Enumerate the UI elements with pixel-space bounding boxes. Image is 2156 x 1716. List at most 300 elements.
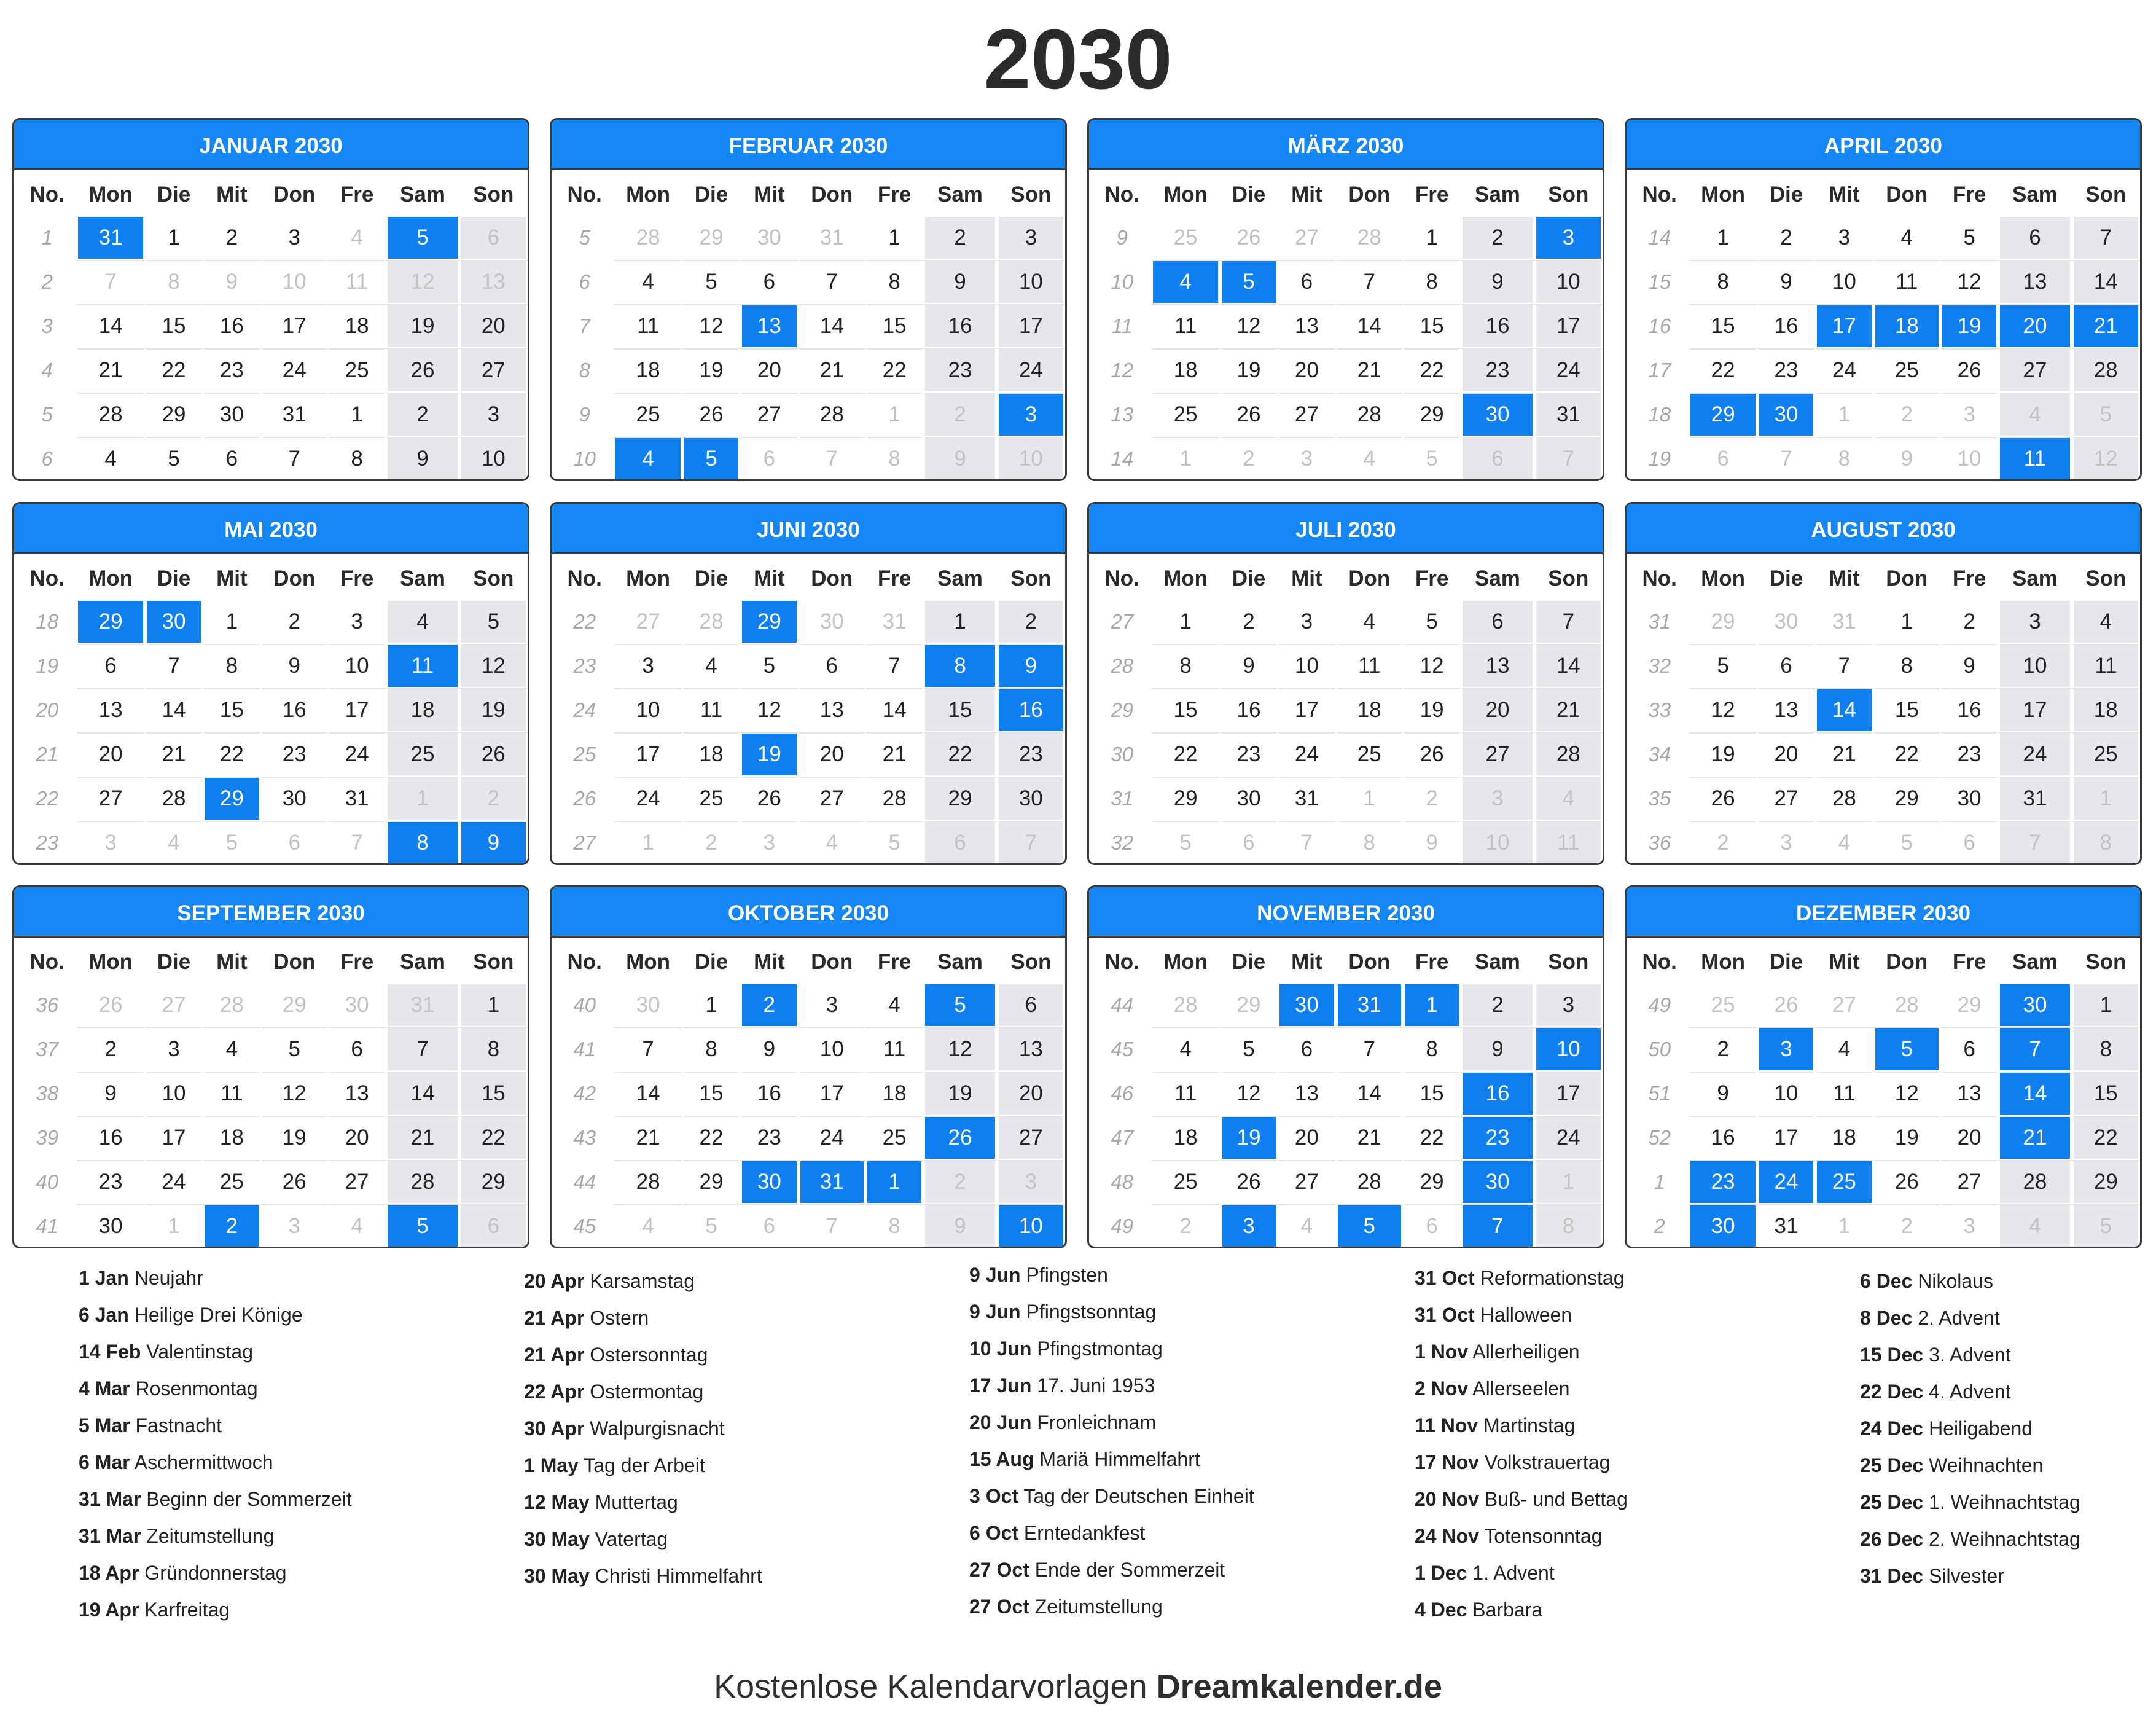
holiday-date: 31 Oct — [1415, 1267, 1475, 1289]
week-number: 23 — [36, 831, 59, 854]
day-cell: 20 — [459, 304, 528, 348]
day-cell: 1 — [865, 216, 923, 260]
day-cell: 16 — [1220, 688, 1278, 732]
month-table — [1093, 174, 1603, 481]
week-number: 31 — [1111, 787, 1134, 810]
day-cell: 9 — [1220, 644, 1278, 688]
holiday-day-cell: 21 — [1998, 1116, 2071, 1160]
day-cell: 3 — [1534, 983, 1603, 1027]
day-cell: 7 — [328, 821, 386, 865]
day-cell: 3 — [459, 393, 528, 437]
day-cell: 6 — [1220, 821, 1278, 865]
holiday-date: 4 Dec — [1415, 1599, 1467, 1621]
day-cell: 23 — [203, 348, 260, 393]
day-cell: 17 — [1534, 304, 1603, 348]
holiday-item — [79, 1333, 352, 1370]
day-cell: 18 — [1815, 1116, 1873, 1160]
weekday-header: Son — [1548, 182, 1589, 206]
day-cell: 7 — [1278, 821, 1335, 865]
holiday-day-cell: 30 — [740, 1160, 798, 1204]
holiday-day-cell: 5 — [1873, 1027, 1940, 1072]
day-cell: 4 — [865, 983, 923, 1027]
day-cell: 28 — [1998, 1160, 2071, 1204]
day-cell: 21 — [76, 348, 144, 393]
day-cell: 30 — [1220, 777, 1278, 821]
weekday-header: Fre — [1415, 182, 1449, 206]
week-number: 1 — [1654, 1170, 1665, 1193]
day-cell: 5 — [1403, 600, 1461, 644]
holiday-date: 6 Jan — [79, 1304, 129, 1326]
holiday-item — [1860, 1336, 2080, 1373]
day-cell: 3 — [1278, 600, 1335, 644]
day-cell: 24 — [261, 348, 328, 393]
day-cell: 19 — [682, 348, 740, 393]
weekday-header: Die — [1232, 566, 1266, 590]
day-cell: 30 — [261, 777, 328, 821]
holiday-day-cell: 5 — [923, 983, 996, 1027]
day-cell: 9 — [261, 644, 328, 688]
week-row — [1630, 983, 2140, 1027]
week-row — [1093, 1027, 1603, 1072]
weekday-header: Mit — [216, 950, 248, 974]
weekday-header: Fre — [340, 566, 374, 590]
week-number: 9 — [1116, 226, 1128, 249]
day-cell: 10 — [614, 688, 682, 732]
weekday-header: Mon — [626, 566, 671, 590]
day-cell: 9 — [1403, 821, 1461, 865]
day-cell: 8 — [1534, 1204, 1603, 1248]
holiday-item — [524, 1336, 762, 1373]
day-cell: 15 — [203, 688, 260, 732]
day-cell: 29 — [1873, 777, 1940, 821]
day-cell: 24 — [1998, 732, 2071, 777]
weekday-header: Son — [473, 566, 514, 590]
week-row — [1093, 688, 1603, 732]
weekday-header: Mit — [216, 182, 248, 206]
weekday-header: Fre — [340, 182, 374, 206]
day-cell: 28 — [614, 216, 682, 260]
holiday-name: Valentinstag — [146, 1341, 254, 1363]
holiday-date: 12 May — [524, 1491, 590, 1513]
weekday-header: Fre — [340, 950, 374, 974]
day-cell: 4 — [1815, 821, 1873, 865]
day-cell: 22 — [1689, 348, 1757, 393]
day-cell: 17 — [261, 304, 328, 348]
day-cell: 16 — [1757, 304, 1815, 348]
day-cell: 29 — [923, 777, 996, 821]
month-table — [1093, 941, 1603, 1248]
day-cell: 24 — [1534, 348, 1603, 393]
day-cell: 24 — [145, 1160, 203, 1204]
week-row — [1093, 260, 1603, 304]
day-cell: 28 — [1336, 216, 1403, 260]
day-cell: 6 — [1403, 1204, 1461, 1248]
week-row — [1093, 216, 1603, 260]
week-number: 1 — [41, 226, 53, 249]
holiday-item — [524, 1557, 762, 1594]
day-cell: 20 — [1278, 348, 1335, 393]
day-cell: 23 — [1220, 732, 1278, 777]
week-number: 51 — [1648, 1082, 1671, 1105]
day-cell: 3 — [1998, 600, 2071, 644]
holiday-name: Totensonntag — [1484, 1525, 1603, 1547]
weekday-header: Son — [1010, 182, 1052, 206]
month-header: SEPTEMBER 2030 — [14, 887, 528, 938]
week-number: 21 — [36, 743, 59, 766]
day-cell: 6 — [76, 644, 144, 688]
holiday-item — [969, 1478, 1254, 1514]
day-cell: 18 — [682, 732, 740, 777]
day-cell: 19 — [1403, 688, 1461, 732]
day-cell: 22 — [865, 348, 923, 393]
holiday-name: Pfingsten — [1026, 1264, 1108, 1286]
day-cell: 14 — [614, 1072, 682, 1116]
day-cell: 17 — [1534, 1072, 1603, 1116]
day-cell: 11 — [328, 260, 386, 304]
week-number: 22 — [573, 610, 596, 633]
day-cell: 13 — [1940, 1072, 1998, 1116]
day-cell: 11 — [682, 688, 740, 732]
day-cell: 28 — [865, 777, 923, 821]
weekday-header: Die — [1769, 950, 1803, 974]
day-cell: 20 — [997, 1072, 1065, 1116]
day-cell: 6 — [740, 437, 798, 481]
day-cell: 1 — [203, 600, 260, 644]
week-row — [18, 983, 528, 1027]
holiday-name: Beginn der Sommerzeit — [146, 1488, 352, 1510]
day-cell: 29 — [1403, 1160, 1461, 1204]
day-cell: 28 — [145, 777, 203, 821]
week-number-header: No. — [29, 182, 64, 206]
week-number-header: No. — [1642, 950, 1677, 974]
day-cell: 7 — [799, 1204, 865, 1248]
weekday-header: Mon — [1163, 566, 1208, 590]
day-cell: 25 — [865, 1116, 923, 1160]
month-card — [550, 885, 1067, 1248]
day-cell: 10 — [328, 644, 386, 688]
day-cell: 3 — [614, 644, 682, 688]
day-cell: 28 — [2072, 348, 2140, 393]
day-cell: 22 — [682, 1116, 740, 1160]
month-table — [18, 941, 528, 1248]
month-table — [18, 174, 528, 481]
week-number: 2 — [1654, 1215, 1665, 1237]
weekday-header: Die — [1232, 182, 1266, 206]
day-cell: 27 — [1278, 1160, 1335, 1204]
day-cell: 17 — [1757, 1116, 1815, 1160]
week-number-header: No. — [1104, 950, 1139, 974]
week-row — [555, 393, 1065, 437]
day-cell: 12 — [740, 688, 798, 732]
day-cell: 11 — [1534, 821, 1603, 865]
weekday-header: Mit — [754, 950, 785, 974]
day-cell: 27 — [145, 983, 203, 1027]
holiday-day-cell: 5 — [1336, 1204, 1403, 1248]
day-cell: 13 — [459, 260, 528, 304]
weekday-header: Son — [1010, 566, 1052, 590]
day-cell: 16 — [1940, 688, 1998, 732]
day-cell: 7 — [614, 1027, 682, 1072]
day-cell: 2 — [76, 1027, 144, 1072]
holiday-day-cell: 31 — [799, 1160, 865, 1204]
day-cell: 28 — [682, 600, 740, 644]
day-cell: 30 — [76, 1204, 144, 1248]
holiday-column — [79, 1260, 352, 1628]
day-cell: 4 — [386, 600, 459, 644]
week-number: 8 — [579, 359, 590, 382]
day-cell: 21 — [614, 1116, 682, 1160]
day-cell: 13 — [1278, 304, 1335, 348]
day-cell: 17 — [614, 732, 682, 777]
week-row — [1093, 644, 1603, 688]
weekday-header: Sam — [937, 182, 983, 206]
weekday-header: Mit — [1829, 566, 1860, 590]
day-cell: 23 — [1461, 348, 1534, 393]
week-number: 41 — [36, 1215, 59, 1237]
holiday-date: 27 Oct — [969, 1596, 1029, 1618]
week-number: 18 — [36, 610, 59, 633]
week-row — [1093, 777, 1603, 821]
day-cell: 6 — [997, 983, 1065, 1027]
holiday-item — [524, 1447, 762, 1484]
day-cell: 1 — [865, 393, 923, 437]
holiday-day-cell: 7 — [1998, 1027, 2071, 1072]
day-cell: 30 — [799, 600, 865, 644]
holiday-name: Karsamstag — [590, 1270, 695, 1292]
week-row — [1630, 688, 2140, 732]
holiday-name: Halloween — [1480, 1304, 1572, 1326]
holiday-date: 15 Aug — [969, 1448, 1034, 1470]
day-cell: 27 — [1461, 732, 1534, 777]
day-cell: 11 — [1873, 260, 1940, 304]
holiday-name: 4. Advent — [1929, 1381, 2011, 1403]
day-cell: 14 — [2072, 260, 2140, 304]
holiday-day-cell: 19 — [1220, 1116, 1278, 1160]
holiday-day-cell: 23 — [1689, 1160, 1757, 1204]
day-cell: 11 — [1815, 1072, 1873, 1116]
weekday-header: Don — [1348, 950, 1391, 974]
day-cell: 20 — [1757, 732, 1815, 777]
week-number: 2 — [41, 270, 53, 293]
day-cell: 5 — [261, 1027, 328, 1072]
holiday-date: 24 Dec — [1860, 1417, 1924, 1440]
holiday-name: 2. Weihnachtstag — [1929, 1528, 2080, 1550]
day-cell: 2 — [459, 777, 528, 821]
holiday-day-cell: 26 — [923, 1116, 996, 1160]
day-cell: 18 — [1336, 688, 1403, 732]
month-card — [550, 502, 1067, 865]
day-cell: 26 — [740, 777, 798, 821]
day-cell: 26 — [261, 1160, 328, 1204]
holiday-item — [1860, 1447, 2080, 1484]
day-cell: 8 — [1151, 644, 1219, 688]
day-cell: 31 — [1534, 393, 1603, 437]
month-card — [1625, 885, 2142, 1248]
holiday-day-cell: 3 — [997, 393, 1065, 437]
weekday-header: Die — [157, 182, 191, 206]
day-cell: 9 — [923, 1204, 996, 1248]
day-cell: 15 — [1873, 688, 1940, 732]
day-cell: 3 — [740, 821, 798, 865]
day-cell: 2 — [923, 393, 996, 437]
day-cell: 10 — [997, 437, 1065, 481]
day-cell: 5 — [1403, 437, 1461, 481]
week-number: 23 — [573, 654, 596, 677]
day-cell: 20 — [1278, 1116, 1335, 1160]
day-cell: 21 — [386, 1116, 459, 1160]
holiday-name: Martinstag — [1483, 1414, 1576, 1436]
holiday-name: Pfingstmontag — [1037, 1338, 1163, 1360]
week-row — [18, 1204, 528, 1248]
day-cell: 1 — [328, 393, 386, 437]
day-cell: 12 — [923, 1027, 996, 1072]
holiday-item — [1860, 1299, 2080, 1336]
day-cell: 18 — [203, 1116, 260, 1160]
holiday-item — [1415, 1591, 1628, 1628]
day-cell: 22 — [2072, 1116, 2140, 1160]
day-cell: 3 — [76, 821, 144, 865]
week-row — [1630, 393, 2140, 437]
day-cell: 5 — [1151, 821, 1219, 865]
day-cell: 25 — [1151, 393, 1219, 437]
holiday-item — [1415, 1518, 1628, 1554]
day-cell: 21 — [1336, 348, 1403, 393]
holiday-date: 1 Jan — [79, 1267, 129, 1289]
week-row — [18, 600, 528, 644]
week-row — [555, 437, 1065, 481]
day-cell: 28 — [799, 393, 865, 437]
day-cell: 8 — [1689, 260, 1757, 304]
day-cell: 29 — [145, 393, 203, 437]
day-cell: 28 — [203, 983, 260, 1027]
week-number: 41 — [573, 1038, 596, 1060]
day-cell: 8 — [1403, 260, 1461, 304]
holiday-item — [1415, 1444, 1628, 1481]
day-cell: 31 — [1998, 777, 2071, 821]
holiday-name: Erntedankfest — [1023, 1522, 1146, 1544]
holiday-day-cell: 3 — [1220, 1204, 1278, 1248]
day-cell: 6 — [799, 644, 865, 688]
weekday-header: Don — [811, 566, 853, 590]
week-number: 32 — [1648, 654, 1671, 677]
day-cell: 21 — [1815, 732, 1873, 777]
holiday-day-cell: 20 — [1998, 304, 2071, 348]
holiday-item — [79, 1296, 352, 1333]
day-cell: 29 — [1151, 777, 1219, 821]
day-cell: 7 — [1336, 1027, 1403, 1072]
day-cell: 5 — [740, 644, 798, 688]
month-header: MAI 2030 — [14, 504, 528, 554]
week-number: 52 — [1648, 1126, 1671, 1149]
week-row — [18, 260, 528, 304]
week-number: 40 — [573, 993, 596, 1016]
day-cell: 6 — [1461, 600, 1534, 644]
day-cell: 4 — [614, 260, 682, 304]
weekday-header: Sam — [2012, 950, 2058, 974]
day-cell: 7 — [2072, 216, 2140, 260]
day-cell: 10 — [1757, 1072, 1815, 1116]
day-cell: 25 — [386, 732, 459, 777]
holiday-date: 30 Apr — [524, 1417, 585, 1440]
day-cell: 31 — [328, 777, 386, 821]
day-cell: 8 — [865, 260, 923, 304]
day-cell: 8 — [2072, 1027, 2140, 1072]
weekday-header: Mon — [88, 566, 133, 590]
weekday-header: Sam — [400, 182, 445, 206]
day-cell: 28 — [386, 1160, 459, 1204]
week-number: 20 — [36, 699, 59, 721]
day-cell: 24 — [328, 732, 386, 777]
day-cell: 23 — [76, 1160, 144, 1204]
holiday-name: Silvester — [1929, 1565, 2004, 1587]
day-cell: 7 — [799, 437, 865, 481]
day-cell: 12 — [682, 304, 740, 348]
weekday-header: Fre — [877, 566, 912, 590]
weekday-header: Fre — [1415, 566, 1449, 590]
day-cell: 26 — [1220, 393, 1278, 437]
day-cell: 7 — [76, 260, 144, 304]
day-cell: 14 — [386, 1072, 459, 1116]
week-number: 27 — [573, 831, 596, 854]
holiday-item — [969, 1367, 1254, 1404]
day-cell: 3 — [1757, 821, 1815, 865]
holiday-item — [1860, 1557, 2080, 1594]
day-cell: 15 — [459, 1072, 528, 1116]
day-cell: 20 — [1940, 1116, 1998, 1160]
month-header: FEBRUAR 2030 — [552, 120, 1065, 170]
weekday-header: Son — [1548, 950, 1589, 974]
day-cell: 13 — [76, 688, 144, 732]
day-cell: 10 — [1940, 437, 1998, 481]
day-cell: 12 — [1689, 688, 1757, 732]
holiday-day-cell: 8 — [923, 644, 996, 688]
holiday-name: 2. Advent — [1918, 1307, 2000, 1329]
holiday-item — [524, 1410, 762, 1447]
week-number: 46 — [1111, 1082, 1134, 1105]
day-cell: 18 — [865, 1072, 923, 1116]
week-row — [1630, 260, 2140, 304]
day-cell: 1 — [1336, 777, 1403, 821]
holiday-date: 21 Apr — [524, 1344, 585, 1366]
week-number: 9 — [579, 403, 590, 426]
week-number: 10 — [1111, 270, 1134, 293]
holiday-name: Tag der Arbeit — [584, 1454, 705, 1476]
holiday-date: 31 Mar — [79, 1525, 141, 1547]
day-cell: 7 — [261, 437, 328, 481]
day-cell: 4 — [328, 1204, 386, 1248]
day-cell: 1 — [1815, 1204, 1873, 1248]
day-cell: 11 — [2072, 644, 2140, 688]
holiday-date: 27 Oct — [969, 1559, 1029, 1581]
day-cell: 9 — [203, 260, 260, 304]
month-table — [1093, 558, 1603, 865]
day-cell: 23 — [923, 348, 996, 393]
week-number: 44 — [573, 1170, 596, 1193]
day-cell: 28 — [614, 1160, 682, 1204]
month-header: JUNI 2030 — [552, 504, 1065, 554]
month-card — [1087, 885, 1604, 1248]
day-cell: 12 — [459, 644, 528, 688]
day-cell: 30 — [203, 393, 260, 437]
weekday-header: Die — [157, 566, 191, 590]
day-cell: 4 — [76, 437, 144, 481]
day-cell: 2 — [203, 216, 260, 260]
day-cell: 19 — [386, 304, 459, 348]
holiday-day-cell: 3 — [1757, 1027, 1815, 1072]
day-cell: 12 — [261, 1072, 328, 1116]
week-row — [18, 644, 528, 688]
holiday-name: Nikolaus — [1918, 1270, 1993, 1292]
